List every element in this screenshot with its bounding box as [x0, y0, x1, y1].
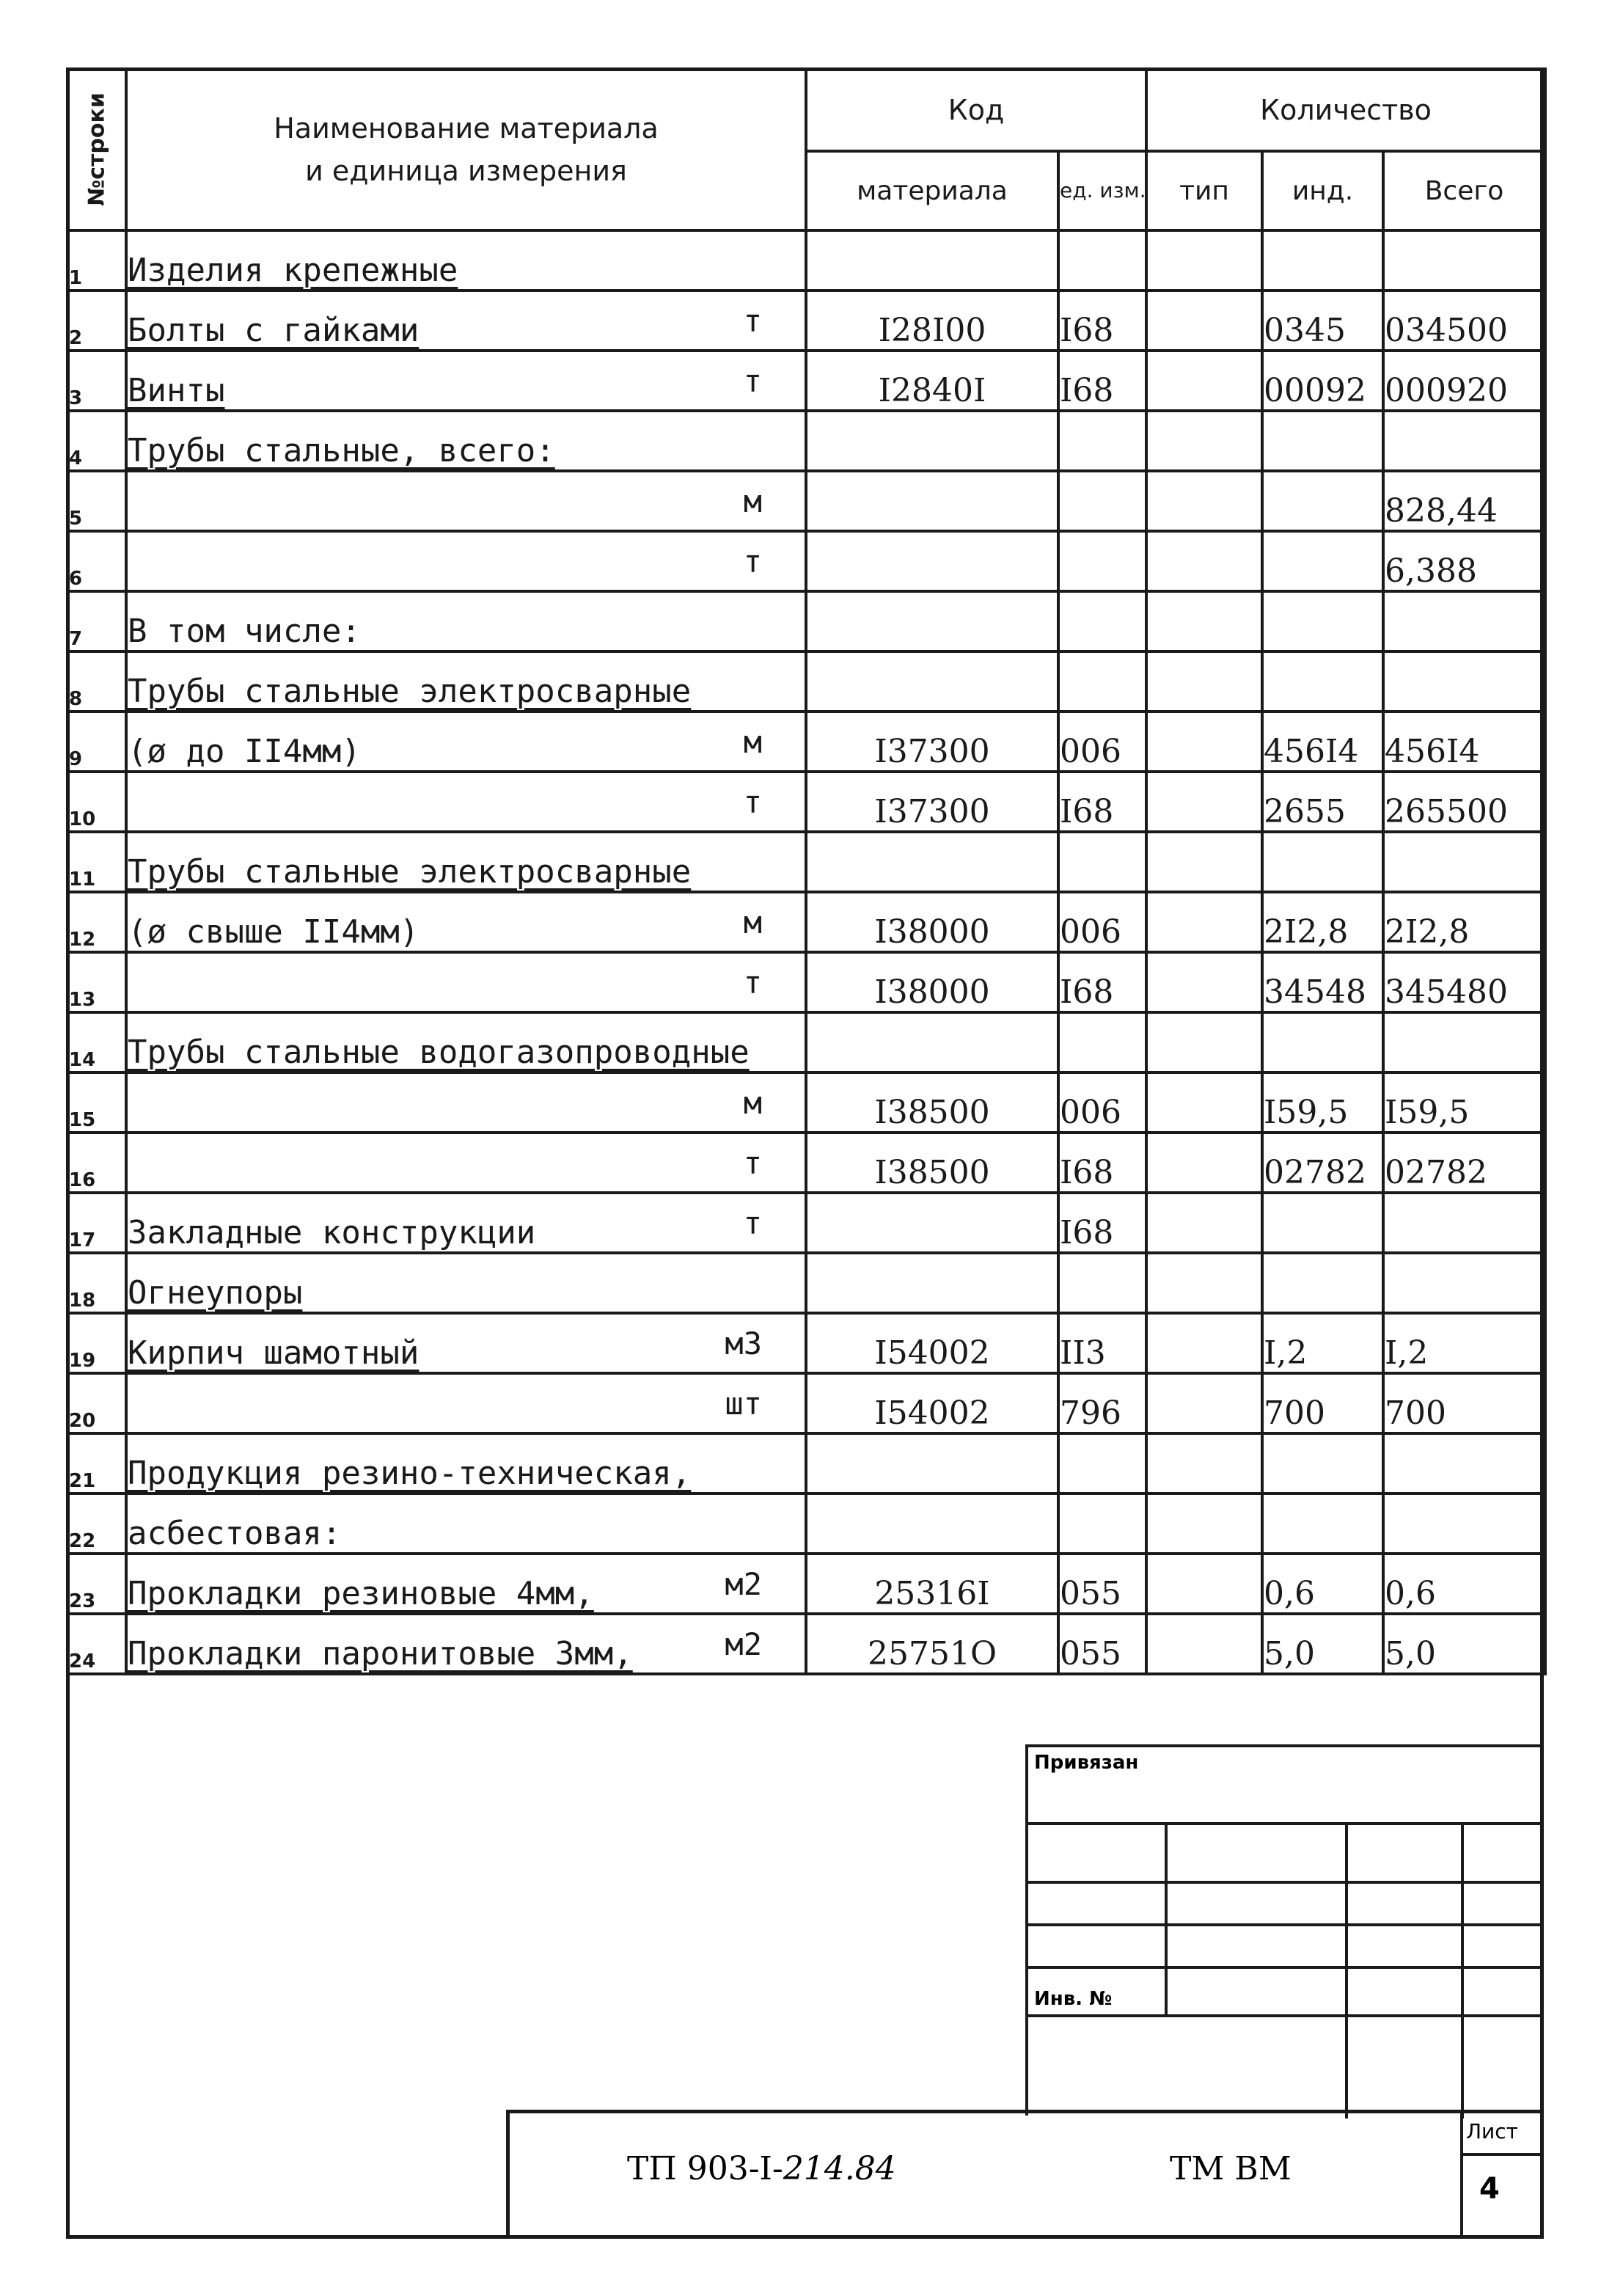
measure-unit: т	[743, 1205, 762, 1241]
row-number-header: №строки	[67, 69, 126, 230]
row-number: 22	[67, 1494, 126, 1554]
table-row	[67, 591, 1545, 651]
title-block	[506, 2110, 1544, 2239]
unit-code	[1058, 651, 1146, 712]
unit-code	[1058, 1494, 1146, 1554]
material-name-text: Прокладки резиновые 4мм,	[128, 1575, 594, 1612]
material-name-text: (ø свыше II4мм)	[128, 913, 420, 951]
total-quantity: 02782	[1383, 1133, 1545, 1193]
material-name	[126, 1253, 806, 1313]
section-code: ТМ ВМ	[1170, 2150, 1292, 2187]
ind-quantity: 00092	[1262, 351, 1383, 411]
measure-unit: т	[743, 784, 762, 820]
row-number: 19	[67, 1313, 126, 1373]
material-code-header: материала	[806, 151, 1058, 230]
sheet-number: 4	[1479, 2172, 1500, 2206]
unit-code	[1058, 411, 1146, 471]
table-row	[67, 832, 1545, 892]
material-code	[806, 1433, 1058, 1494]
measure-unit: м	[743, 724, 762, 760]
measure-unit: м2	[725, 1566, 762, 1602]
ind-quantity	[1262, 1433, 1383, 1494]
material-name	[126, 892, 806, 952]
ind-quantity: 02782	[1262, 1133, 1383, 1193]
table-row	[67, 1193, 1545, 1253]
ind-quantity	[1262, 591, 1383, 651]
total-header: Всего	[1383, 151, 1545, 230]
material-code	[806, 651, 1058, 712]
unit-code: 796	[1058, 1373, 1146, 1433]
material-name	[126, 1133, 806, 1193]
table-row	[67, 1133, 1545, 1193]
total-quantity: 456I4	[1383, 712, 1545, 772]
sheet-label: Лист	[1466, 2119, 1518, 2143]
material-code	[806, 471, 1058, 531]
measure-unit: т	[743, 303, 762, 339]
material-code: I54002	[806, 1313, 1058, 1373]
row-number: 3	[67, 351, 126, 411]
ind-quantity: I,2	[1262, 1313, 1383, 1373]
material-code	[806, 832, 1058, 892]
table-row	[67, 471, 1545, 531]
table-row	[67, 290, 1545, 351]
material-name	[126, 832, 806, 892]
ind-quantity	[1262, 230, 1383, 290]
table-row	[67, 1253, 1545, 1313]
unit-code: 055	[1058, 1614, 1146, 1674]
ind-quantity	[1262, 832, 1383, 892]
material-name	[126, 772, 806, 832]
material-name	[126, 471, 806, 531]
total-quantity	[1383, 230, 1545, 290]
material-name	[126, 1614, 806, 1674]
material-name	[126, 290, 806, 351]
total-quantity	[1383, 1193, 1545, 1253]
unit-code	[1058, 1253, 1146, 1313]
ind-quantity	[1262, 471, 1383, 531]
type-value	[1146, 952, 1262, 1012]
material-code	[806, 1494, 1058, 1554]
table-row	[67, 651, 1545, 712]
material-name-text: асбестовая:	[128, 1515, 342, 1552]
total-quantity	[1383, 591, 1545, 651]
material-code	[806, 591, 1058, 651]
unit-code: I68	[1058, 772, 1146, 832]
table-row	[67, 1373, 1545, 1433]
row-number: 12	[67, 892, 126, 952]
type-value	[1146, 1253, 1262, 1313]
type-value	[1146, 1072, 1262, 1133]
material-name	[126, 351, 806, 411]
material-name-text: Болты с гайками	[128, 312, 420, 349]
unit-code: I68	[1058, 290, 1146, 351]
unit-code	[1058, 1012, 1146, 1072]
material-name	[126, 952, 806, 1012]
unit-code	[1058, 230, 1146, 290]
measure-unit: т	[743, 544, 762, 580]
ind-quantity: 34548	[1262, 952, 1383, 1012]
material-name-text: Огнеупоры	[128, 1274, 303, 1312]
unit-code	[1058, 531, 1146, 591]
material-code: I54002	[806, 1373, 1058, 1433]
material-name-header-line2: и единица измерения	[305, 155, 627, 187]
type-value	[1146, 411, 1262, 471]
type-value	[1146, 1193, 1262, 1253]
row-number: 21	[67, 1433, 126, 1494]
handwritten-code: 214.84	[783, 2150, 896, 2187]
total-quantity: 0,6	[1383, 1554, 1545, 1614]
unit-code: I68	[1058, 351, 1146, 411]
table-row	[67, 1433, 1545, 1494]
row-number: 15	[67, 1072, 126, 1133]
material-name-text: Продукция резино-техническая,	[128, 1455, 692, 1492]
material-name	[126, 1373, 806, 1433]
unit-code: I68	[1058, 1193, 1146, 1253]
quantity-header: Количество	[1146, 69, 1545, 151]
material-name	[126, 1313, 806, 1373]
sheet-box	[1460, 2113, 1544, 2239]
row-number: 1	[67, 230, 126, 290]
material-name-text: Трубы стальные водогазопроводные	[128, 1034, 750, 1071]
document-code: ТП 903-I-214.84	[627, 2150, 896, 2187]
type-value	[1146, 1373, 1262, 1433]
total-quantity	[1383, 651, 1545, 712]
row-number: 20	[67, 1373, 126, 1433]
material-name-text: Винты	[128, 372, 225, 409]
unit-code: I68	[1058, 952, 1146, 1012]
type-value	[1146, 531, 1262, 591]
type-value	[1146, 1313, 1262, 1373]
inventory-number-label: Инв. №	[1034, 1988, 1113, 2010]
type-value	[1146, 591, 1262, 651]
attachment-block	[1025, 1744, 1540, 2116]
material-name	[126, 531, 806, 591]
table-row	[67, 1614, 1545, 1674]
type-value	[1146, 290, 1262, 351]
material-name-text: Трубы стальные электросварные	[128, 853, 692, 891]
material-code: I38000	[806, 892, 1058, 952]
table-row	[67, 952, 1545, 1012]
table-row	[67, 1012, 1545, 1072]
material-name	[126, 591, 806, 651]
material-name	[126, 411, 806, 471]
total-quantity: I,2	[1383, 1313, 1545, 1373]
material-name-text: (ø до II4мм)	[128, 733, 361, 770]
type-value	[1146, 1012, 1262, 1072]
ind-quantity: 700	[1262, 1373, 1383, 1433]
table-row	[67, 531, 1545, 591]
material-code: I38500	[806, 1072, 1058, 1133]
measure-unit: т	[743, 363, 762, 399]
material-name	[126, 651, 806, 712]
total-quantity	[1383, 1253, 1545, 1313]
material-code: I2840I	[806, 351, 1058, 411]
ind-header: инд.	[1262, 151, 1383, 230]
row-number: 18	[67, 1253, 126, 1313]
ind-quantity: 2I2,8	[1262, 892, 1383, 952]
unit-code: I68	[1058, 1133, 1146, 1193]
material-name-text: В том числе:	[128, 613, 361, 650]
material-code	[806, 531, 1058, 591]
ind-quantity: 456I4	[1262, 712, 1383, 772]
measure-unit: м	[743, 483, 762, 519]
material-code: 25751O	[806, 1614, 1058, 1674]
table-row	[67, 712, 1545, 772]
type-value	[1146, 471, 1262, 531]
total-quantity: 5,0	[1383, 1614, 1545, 1674]
type-value	[1146, 712, 1262, 772]
total-quantity	[1383, 1433, 1545, 1494]
material-name	[126, 1433, 806, 1494]
material-code: I37300	[806, 772, 1058, 832]
measure-unit: м2	[725, 1626, 762, 1662]
total-quantity	[1383, 832, 1545, 892]
material-code: I28I00	[806, 290, 1058, 351]
material-name-text: Кирпич шамотный	[128, 1334, 420, 1372]
row-number: 17	[67, 1193, 126, 1253]
unit-code	[1058, 1433, 1146, 1494]
ind-quantity: 5,0	[1262, 1614, 1383, 1674]
ind-quantity: I59,5	[1262, 1072, 1383, 1133]
row-number: 4	[67, 411, 126, 471]
material-name	[126, 230, 806, 290]
total-quantity: 000920	[1383, 351, 1545, 411]
material-code: 25316I	[806, 1554, 1058, 1614]
material-name-text: Прокладки паронитовые 3мм,	[128, 1635, 633, 1672]
material-name	[126, 1072, 806, 1133]
material-code	[806, 230, 1058, 290]
row-number: 16	[67, 1133, 126, 1193]
ind-quantity: 2655	[1262, 772, 1383, 832]
material-name	[126, 1494, 806, 1554]
type-value	[1146, 1554, 1262, 1614]
ind-quantity	[1262, 411, 1383, 471]
type-value	[1146, 772, 1262, 832]
row-number: 23	[67, 1554, 126, 1614]
ind-quantity: 0345	[1262, 290, 1383, 351]
table-row	[67, 230, 1545, 290]
ind-quantity	[1262, 1193, 1383, 1253]
ind-quantity	[1262, 1012, 1383, 1072]
table-row	[67, 411, 1545, 471]
row-number: 6	[67, 531, 126, 591]
row-number: 11	[67, 832, 126, 892]
total-quantity	[1383, 1494, 1545, 1554]
materials-table	[66, 67, 1547, 1675]
table-row	[67, 1072, 1545, 1133]
table-row	[67, 1554, 1545, 1614]
total-quantity: 828,44	[1383, 471, 1545, 531]
material-name	[126, 712, 806, 772]
total-quantity: 345480	[1383, 952, 1545, 1012]
ind-quantity: 0,6	[1262, 1554, 1383, 1614]
table-row	[67, 772, 1545, 832]
unit-code	[1058, 832, 1146, 892]
material-name-text: Изделия крепежные	[128, 252, 458, 289]
unit-code: 006	[1058, 892, 1146, 952]
material-name	[126, 1193, 806, 1253]
type-value	[1146, 651, 1262, 712]
measure-unit: м	[743, 904, 762, 940]
total-quantity	[1383, 411, 1545, 471]
type-value	[1146, 230, 1262, 290]
material-code	[806, 1253, 1058, 1313]
material-code: I38000	[806, 952, 1058, 1012]
material-name	[126, 1012, 806, 1072]
type-value	[1146, 892, 1262, 952]
row-number: 14	[67, 1012, 126, 1072]
ind-quantity	[1262, 531, 1383, 591]
measure-unit: т	[743, 965, 762, 1001]
material-code	[806, 1012, 1058, 1072]
attached-label: Привязан	[1034, 1752, 1139, 1774]
type-header: тип	[1146, 151, 1262, 230]
total-quantity: 2I2,8	[1383, 892, 1545, 952]
measure-unit: т	[743, 1145, 762, 1181]
measure-unit: м	[743, 1085, 762, 1121]
type-value	[1146, 1133, 1262, 1193]
row-number: 9	[67, 712, 126, 772]
row-number: 2	[67, 290, 126, 351]
material-code: I37300	[806, 712, 1058, 772]
row-number: 7	[67, 591, 126, 651]
type-value	[1146, 351, 1262, 411]
row-number: 13	[67, 952, 126, 1012]
material-name-header	[126, 69, 806, 230]
unit-code	[1058, 471, 1146, 531]
row-number: 24	[67, 1614, 126, 1674]
unit-code	[1058, 591, 1146, 651]
total-quantity: 265500	[1383, 772, 1545, 832]
type-value	[1146, 1614, 1262, 1674]
table-row	[67, 892, 1545, 952]
unit-code: II3	[1058, 1313, 1146, 1373]
total-quantity: 700	[1383, 1373, 1545, 1433]
row-number: 10	[67, 772, 126, 832]
type-value	[1146, 1494, 1262, 1554]
row-number: 5	[67, 471, 126, 531]
total-quantity	[1383, 1012, 1545, 1072]
ind-quantity	[1262, 651, 1383, 712]
type-value	[1146, 832, 1262, 892]
code-header: Код	[806, 69, 1146, 151]
unit-code: 055	[1058, 1554, 1146, 1614]
table-row	[67, 1494, 1545, 1554]
unit-code: 006	[1058, 712, 1146, 772]
material-name	[126, 1554, 806, 1614]
measure-unit: шт	[725, 1386, 762, 1422]
material-name-text: Трубы стальные электросварные	[128, 673, 692, 710]
unit-code-header: ед. изм.	[1058, 151, 1146, 230]
material-name-text: Закладные конструкции	[128, 1214, 536, 1251]
ind-quantity	[1262, 1494, 1383, 1554]
table-row	[67, 1313, 1545, 1373]
total-quantity: I59,5	[1383, 1072, 1545, 1133]
material-code	[806, 1193, 1058, 1253]
unit-code: 006	[1058, 1072, 1146, 1133]
ind-quantity	[1262, 1253, 1383, 1313]
material-code	[806, 411, 1058, 471]
table-row	[67, 351, 1545, 411]
row-number: 8	[67, 651, 126, 712]
type-value	[1146, 1433, 1262, 1494]
total-quantity: 034500	[1383, 290, 1545, 351]
material-code: I38500	[806, 1133, 1058, 1193]
total-quantity: 6,388	[1383, 531, 1545, 591]
measure-unit: м3	[725, 1326, 762, 1361]
material-name-header-line1: Наименование материала	[274, 112, 659, 145]
material-name-text: Трубы стальные, всего:	[128, 432, 555, 469]
